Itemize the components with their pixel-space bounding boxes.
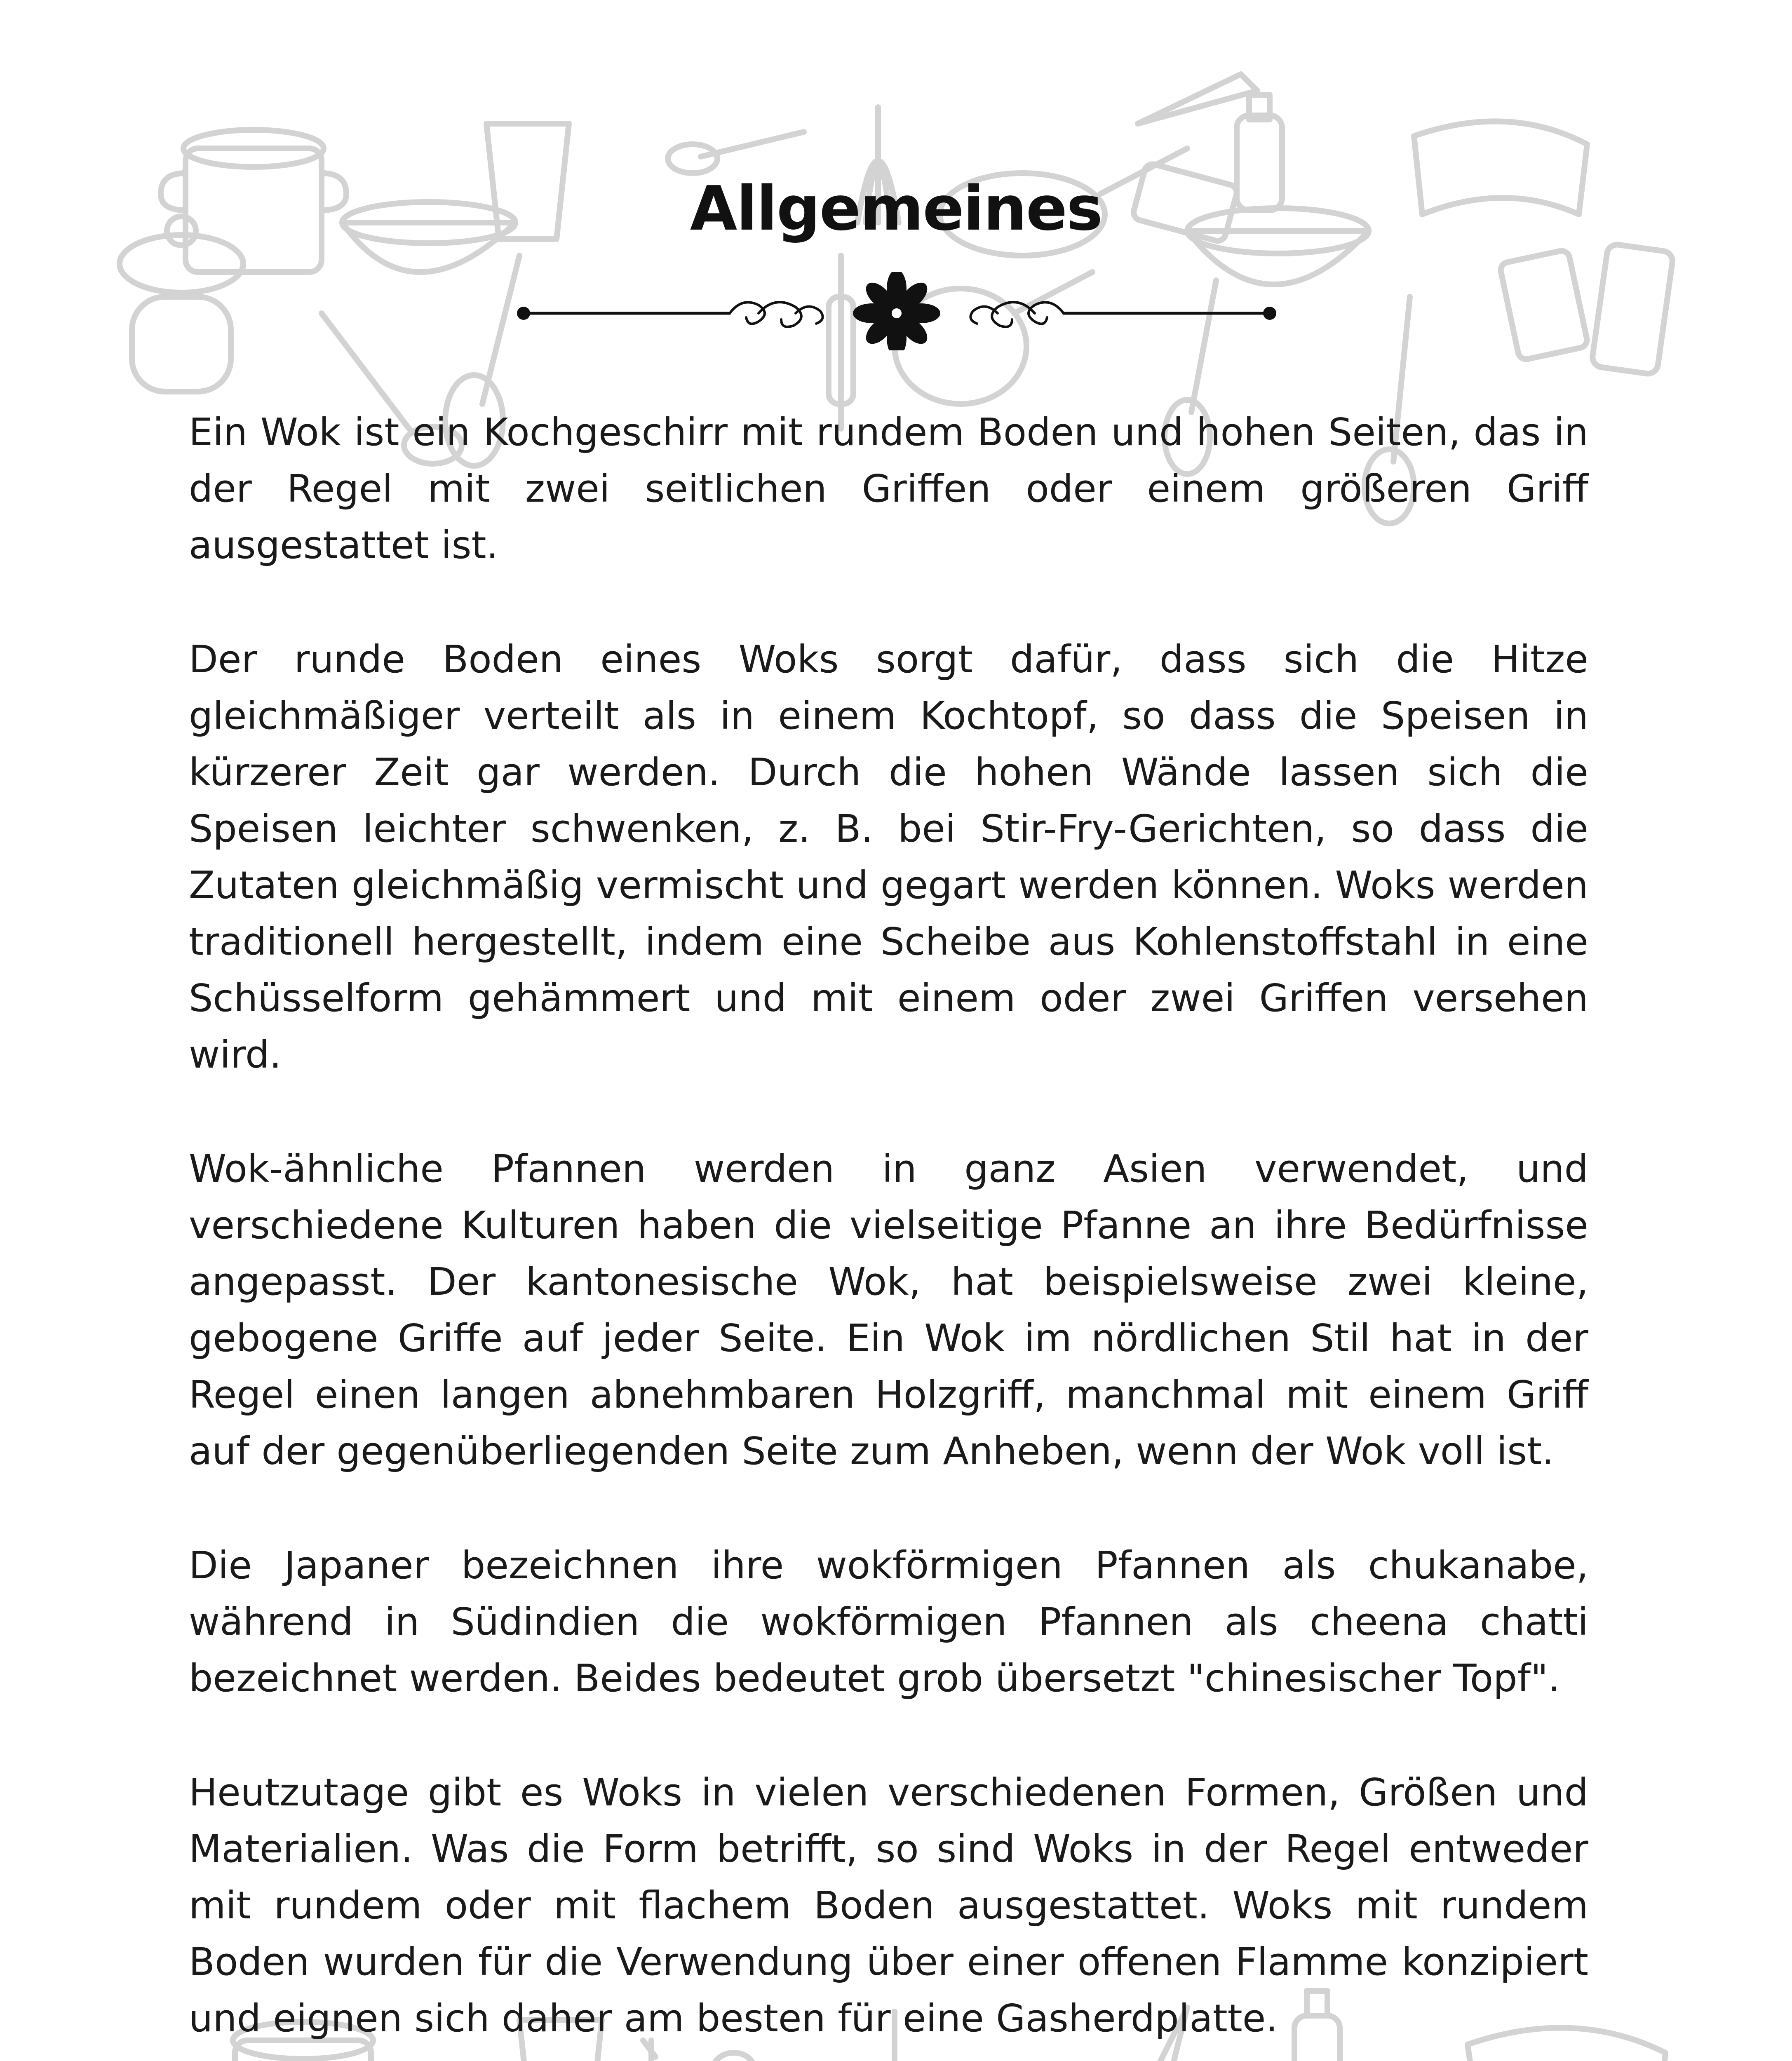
paragraph: Die Japaner bezeichnen ihre wokförmigen Pfannen als chukanabe, während in Südindien die wokförmigen Pfannen als cheena chatti bezeichnet werden. Beides bedeutet grob übersetzt "chinesischer Topf".: [189, 1543, 1588, 1700]
paragraph: Ein Wok ist ein Kochgeschirr mit rundem Boden und hohen Seiten, das in der Regel mit zwei seitlichen Griffen oder einem größeren Griff ausgestattet ist.: [189, 410, 1588, 567]
paragraph: Der runde Boden eines Woks sorgt dafür, dass sich die Hitze gleichmäßiger verteilt als in einem Kochtopf, so dass die Speisen in kürzerer Zeit gar werden. Durch die hohen Wände lassen sich die Speisen leichter schwenken, z. B. bei Stir-Fry-Gerichten, so dass die Zutaten gleichmäßig vermischt und gegart werden können. Woks werden traditionell hergestellt, indem eine Scheibe aus Kohlenstoffstahl in eine Schüsselform gehämmert und mit einem oder zwei Griffen versehen wird.: [189, 637, 1588, 1077]
flower-scroll-divider: [515, 272, 1278, 350]
page-title: Allgemeines: [690, 173, 1102, 244]
paragraph: Wok-ähnliche Pfannen werden in ganz Asien verwendet, und verschiedene Kulturen haben die vielseitige Pfanne an ihre Bedürfnisse angepasst. Der kantonesische Wok, hat beispielsweise zwei kleine, gebogene Griffe auf jeder Seite. Ein Wok im nördlichen Stil hat in der Regel einen langen abnehmbaren Holzgriff, manchmal mit einem Griff auf der gegenüberliegenden Seite zum Anheben, wenn der Wok voll ist.: [189, 1147, 1588, 1473]
paragraph: Heutzutage gibt es Woks in vielen verschiedenen Formen, Größen und Materialien. Was die Form betrifft, so sind Woks in der Regel entweder mit rundem oder mit flachem Boden ausgestattet. Woks mit rundem Boden wurden für die Verwendung über einer offenen Flamme konzipiert und eignen sich daher am besten für eine Gasherdplatte.: [189, 1770, 1588, 2040]
body-text: [189, 404, 1588, 2061]
